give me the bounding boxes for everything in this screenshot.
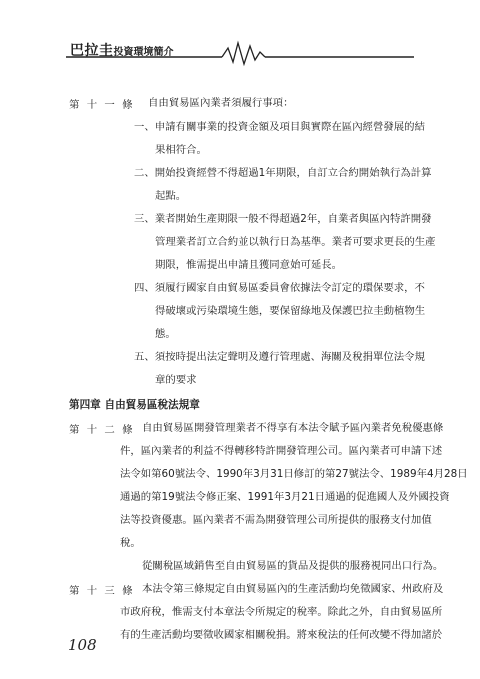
- article-11-item-3-line-2: 管理業者訂立合約並以執行日為基準。業者可要求更長的生產: [155, 236, 436, 248]
- article-12-line-3: 法令如第60號法令、1990年3月31日修訂的第27號法令、1989年4月28日: [120, 468, 468, 480]
- article-11-item-5-line-2: 章的要求: [155, 374, 197, 386]
- page-number: 108: [68, 636, 97, 654]
- article-12-line-6: 稅。: [120, 537, 141, 549]
- article-11-item-3-line-1: 三、業者開始生產期限一般不得超過2年，自業者與區內特許開發: [134, 213, 432, 225]
- article-13-line-2: 市政府稅，惟需支付本章法令所規定的稅率。除此之外，自由貿易區所: [120, 606, 443, 618]
- article-11-item-2-line-1: 二、開始投資經營不得超過1年期限，自訂立合約開始執行為計算: [134, 167, 432, 179]
- article-11-item-1-line-2: 果相符合。: [155, 144, 207, 156]
- article-12-line-1: 自由貿易區開發管理業者不得享有本法令賦予區內業者免稅優惠條: [142, 422, 444, 434]
- header-title: [70, 40, 174, 60]
- header-title-main: 巴拉圭: [70, 43, 114, 59]
- page-header: [0, 0, 480, 70]
- header-title-sub: 投資環境簡介: [113, 47, 174, 58]
- article-11-label: 第 十 一 條: [69, 99, 135, 111]
- article-11-item-4-line-3: 態。: [155, 328, 176, 340]
- article-11-item-5-line-1: 五、須按時提出法定聲明及遵行管理處、海關及稅捐單位法令規: [134, 351, 425, 363]
- article-12-line-4: 通過的第19號法令修正案、1991年3月21日通過的促進國人及外國投資: [120, 491, 450, 503]
- article-13-label: 第 十 三 條: [69, 585, 135, 597]
- article-11-item-4-line-2: 得破壞或污染環境生態，要保留綠地及保護巴拉圭動植物生: [155, 305, 426, 317]
- article-11-item-1-line-1: 一、申請有關事業的投資金額及項目與實際在區內經營發展的結: [134, 121, 425, 133]
- chapter-4-heading: 第四章 自由貿易區稅法規章: [69, 399, 200, 411]
- article-11-item-3-line-3: 期限，惟需提出申請且獲同意始可延長。: [155, 259, 343, 271]
- article-12-line-5: 法等投資優惠。區內業者不需為開發管理公司所提供的服務支付加值: [120, 514, 432, 526]
- article-13-line-3: 有的生產活動均要徵收國家相關稅捐。將來稅法的任何改變不得加諸於: [120, 629, 443, 641]
- article-12-label: 第 十 二 條: [69, 424, 135, 436]
- article-11-item-2-line-2: 起點。: [155, 190, 187, 202]
- article-12-line-2: 件，區內業者的利益不得轉移特許開發管理公司。區內業者可申請下述: [120, 445, 443, 457]
- article-12-line-7: 從關稅區域銷售至自由貿易區的貨品及提供的服務視同出口行為。: [142, 560, 444, 572]
- article-13-line-1: 本法令第三條規定自由貿易區內的生產活動均免徵國家、州政府及: [142, 583, 444, 595]
- article-11-item-4-line-1: 四、須履行國家自由貿易區委員會依據法令訂定的環保要求，不: [134, 282, 425, 294]
- article-11-intro: 自由貿易區內業者須履行事項：: [148, 97, 294, 109]
